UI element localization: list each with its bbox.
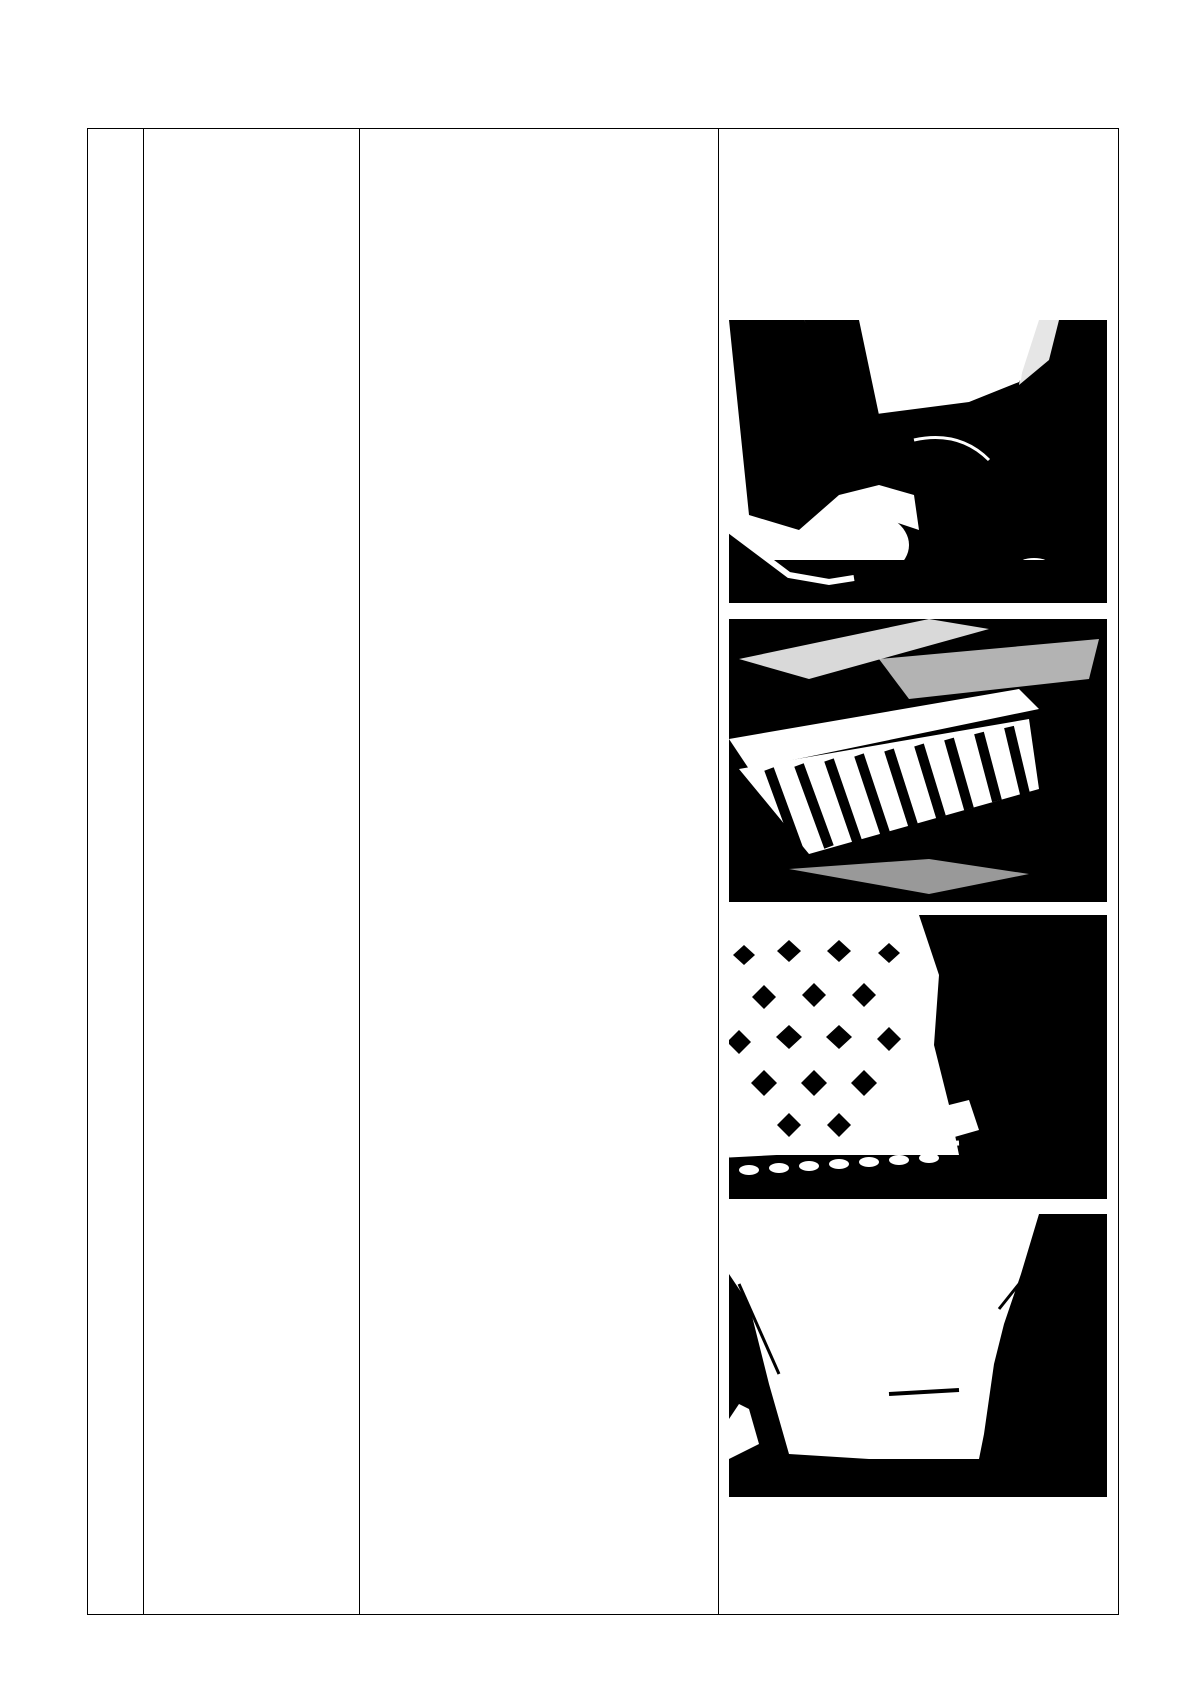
stairwell-2-photo [729, 1214, 1107, 1497]
stairwell-photo [729, 320, 1107, 603]
document-table [87, 128, 1119, 1615]
column-divider [718, 129, 719, 1614]
column-divider [143, 129, 144, 1614]
floor-tile-photo [729, 915, 1107, 1199]
column-divider [359, 129, 360, 1614]
railing-photo [729, 619, 1107, 902]
